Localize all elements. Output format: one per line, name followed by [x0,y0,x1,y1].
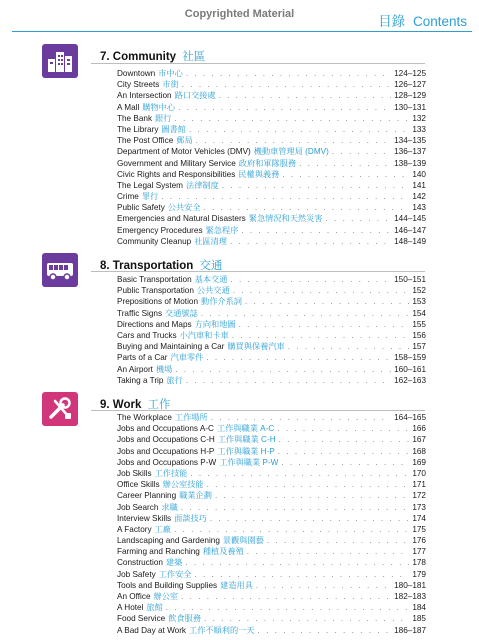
entry-title: Parts of a Car [117,353,168,363]
entry-page-range: 164–165 [394,413,426,422]
entry-title-zh: 圖書館 [161,124,186,134]
entry-page-range: 143 [412,203,426,213]
dot-leader [185,557,409,568]
entry-title: Emergency Procedures [117,225,203,235]
section-title-en: Community [112,51,177,63]
entry-title: Public Safety [117,203,165,213]
entry-title-zh: 求職 [161,502,178,512]
section-title-zh: 交通 [199,260,223,272]
entry-title: Cars and Trucks [117,330,177,340]
entry-title: Civic Rights and Responsibilities [117,169,236,179]
entry-title-zh: 緊急情況和天然災害 [248,214,323,224]
entry-page-range: 170 [412,468,426,478]
entry-page-range: 171 [412,480,426,490]
toc-entry[interactable] [117,535,426,546]
dot-leader [267,535,409,546]
entry-title-zh: 銀行 [155,113,172,123]
entry-title: Interview Skills [117,513,172,523]
toc-entry[interactable] [117,308,426,319]
entry-page-range: 146–147 [394,225,426,235]
entry-page-range: 185 [412,614,426,624]
entry-page-range: 128–129 [394,91,426,101]
toc-entry[interactable] [117,90,426,101]
entry-title-zh: 面談技巧 [174,513,207,523]
entry-page-range: 160–161 [394,364,426,374]
dot-leader [239,319,410,330]
dot-leader [277,423,409,434]
toc-entry[interactable] [117,569,426,580]
toc-entry[interactable] [117,102,426,113]
entry-page-range: 180–181 [394,580,426,590]
entry-title: Farming and Ranching [117,547,200,557]
dot-leader [181,591,391,602]
dot-leader [186,68,391,79]
copyright-notice: Copyrighted Material [184,8,295,20]
entry-title: A Mall [117,102,140,112]
entry-title: Construction [117,558,163,568]
entry-title-zh: 政府和軍隊服務 [238,158,297,168]
section-title-zh: 工作 [147,399,171,411]
toc-entry[interactable] [117,375,426,386]
toc-entry[interactable] [117,613,426,624]
entry-list [117,68,426,247]
dot-leader [215,490,409,501]
entry-title: Job Safety [117,569,156,579]
entry-page-range: 168 [412,446,426,456]
toc-entry[interactable] [117,225,426,236]
section-number: 8. [100,260,110,272]
dot-leader [288,341,410,352]
entry-title: Job Skills [117,468,152,478]
entry-title: Career Planning [117,491,177,501]
toc-entry[interactable] [117,124,426,135]
section-divider [91,271,425,272]
toc-entry[interactable] [117,285,426,296]
entry-title: Jobs and Occupations P-W [117,457,217,467]
entry-page-range: 157 [412,342,426,352]
dot-leader [247,546,410,557]
entry-list [117,412,426,636]
entry-list [117,274,426,386]
entry-title-zh: 路口交接處 [174,91,216,101]
entry-page-range: 136–137 [394,147,426,157]
entry-title-zh: 工作與職業 C-H [217,435,276,445]
entry-title: Government and Military Service [117,158,236,168]
entry-title: Office Skills [117,480,160,490]
entry-title-zh: 旅行 [166,375,183,385]
entry-title-zh: 小汽車和卡車 [179,330,229,340]
dot-leader [241,225,391,236]
toc-entry[interactable] [117,202,426,213]
entry-title-zh: 工作安全 [158,569,192,579]
toc-entry[interactable] [117,412,426,423]
entry-page-range: 144–145 [394,214,426,224]
entry-title-zh: 種植及養殖 [202,547,244,557]
entry-page-range: 172 [412,491,426,501]
entry-title-zh: 辦公室技能 [162,480,204,490]
toc-entry[interactable] [117,580,426,591]
dot-leader [204,202,410,213]
toc-entry[interactable] [117,625,426,636]
entry-title: The Post Office [117,136,174,146]
section-number: 7. [100,51,110,63]
entry-title: Buying and Maintaining a Car [117,342,225,352]
dot-leader [181,502,410,513]
toc-entry[interactable] [117,319,426,330]
entry-page-range: 173 [412,502,426,512]
dot-leader [232,330,410,341]
entry-page-range: 148–149 [394,236,426,246]
entry-title: The Workplace [117,413,172,422]
entry-page-range: 153 [412,297,426,307]
toc-entry[interactable] [117,180,426,191]
section-title-zh: 社區 [182,51,206,63]
entry-title-zh: 工作場所 [174,413,208,422]
entry-title: Landscaping and Gardening [117,536,220,546]
entry-title: A Bad Day at Work [117,625,187,635]
entry-page-range: 142 [412,192,426,202]
dot-leader [178,102,391,113]
dot-leader [196,135,391,146]
entry-page-range: 177 [412,547,426,557]
dot-leader [282,169,409,180]
toc-entry[interactable] [117,135,426,146]
entry-title-zh: 購買與保養汽車 [227,342,285,352]
toc-entry[interactable] [117,68,426,79]
entry-page-range: 162–163 [394,375,426,385]
dot-leader [206,352,391,363]
entry-title: An Office [117,592,151,601]
dot-leader [211,412,391,423]
toc-entry[interactable] [117,236,426,247]
entry-title: Traffic Signs [117,308,163,318]
toc-entry[interactable] [117,468,426,479]
toc-entry[interactable] [117,146,426,157]
toc-entry[interactable] [117,434,426,445]
entry-page-range: 174 [412,513,426,523]
toc-entry[interactable] [117,113,426,124]
toc-entry[interactable] [117,457,426,468]
toc-entry[interactable] [117,513,426,524]
entry-title: Public Transportation [117,286,194,296]
dot-leader [299,158,391,169]
dot-leader [245,296,409,307]
entry-title-zh: 購物中心 [142,102,176,112]
entry-title-zh: 飲食服務 [168,614,202,624]
entry-page-range: 138–139 [394,158,426,168]
toc-entry[interactable] [117,557,426,568]
dot-leader [258,625,392,636]
entry-page-range: 176 [412,536,426,546]
entry-page-range: 141 [412,180,426,190]
entry-page-range: 150–151 [394,275,426,284]
entry-page-range: 158–159 [394,353,426,363]
dot-leader [230,274,391,285]
entry-title: Jobs and Occupations C-H [117,435,215,445]
entry-title: A Factory [117,524,152,534]
section-title [100,48,205,64]
entry-page-range: 132 [412,113,426,123]
entry-page-range: 166 [412,424,426,434]
dot-leader [194,569,409,580]
dot-leader [207,479,410,490]
toc-entry[interactable] [117,158,426,169]
toc-entry[interactable] [117,169,426,180]
bus-icon [42,253,78,287]
entry-title: City Streets [117,80,160,90]
dot-leader [182,79,391,90]
entry-page-range: 175 [412,524,426,534]
toc-entry[interactable] [117,524,426,535]
entry-title-zh: 交通號誌 [165,308,198,318]
toc-entry[interactable] [117,423,426,434]
section-number: 9. [100,399,110,411]
entry-page-range: 156 [412,330,426,340]
entry-page-range: 152 [412,286,426,296]
toc-entry[interactable] [117,364,426,375]
header-divider [12,31,472,32]
entry-title-zh: 機場 [155,364,173,374]
entry-page-range: 186–187 [394,625,426,635]
entry-title: Community Cleanup [117,236,192,246]
dot-leader [233,285,410,296]
dot-leader [256,580,391,591]
entry-title: A Hotel [117,603,144,613]
dot-leader [190,468,409,479]
entry-title-zh: 辦公室 [153,592,179,601]
entry-title-zh: 動作介系詞 [201,297,242,307]
entry-title-zh: 公共交通 [196,286,230,296]
dot-leader [166,602,410,613]
dot-leader [204,613,409,624]
entry-title: Downtown [117,69,156,78]
entry-title-zh: 工作與職業 P-W [219,457,279,467]
dot-leader [230,236,391,247]
section-title-en: Work [112,399,142,411]
entry-page-range: 178 [412,558,426,568]
toc-entry[interactable] [117,591,426,602]
dot-leader [201,308,410,319]
dot-leader [278,446,410,457]
entry-title-zh: 緊急程序 [205,225,239,235]
entry-title-zh: 社區清理 [194,236,227,246]
toc-entry[interactable] [117,341,426,352]
entry-title-zh: 機動車管理局 (DMV) [253,147,329,157]
entry-page-range: 179 [412,569,426,579]
dot-leader [279,434,410,445]
dot-leader [332,146,391,157]
entry-title-zh: 市街 [162,80,179,90]
entry-title: Job Search [117,502,159,512]
toc-entry[interactable] [117,602,426,613]
toc-entry[interactable] [117,213,426,224]
entry-title-zh: 旅館 [146,603,163,613]
toc-entry[interactable] [117,274,426,285]
dot-leader [281,457,409,468]
entry-page-range: 140 [412,169,426,179]
entry-title-zh: 罪行 [141,192,159,202]
entry-title-zh: 公共安全 [167,203,201,213]
entry-page-range: 167 [412,435,426,445]
entry-title: Jobs and Occupations A-C [117,424,214,434]
dot-leader [161,191,409,202]
entry-title: The Library [117,124,159,134]
entry-title: Crime [117,192,139,202]
entry-page-range: 124–125 [394,69,426,78]
entry-page-range: 155 [412,319,426,329]
entry-title-zh: 職業企劃 [179,491,212,501]
dot-leader [219,90,392,101]
entry-title-zh: 基本交通 [194,275,228,284]
entry-title: Directions and Maps [117,319,192,329]
dot-leader [222,180,410,191]
dot-leader [210,513,409,524]
entry-title: Food Service [117,614,166,624]
entry-title: Emergencies and Natural Disasters [117,214,246,224]
entry-title-zh: 工作與職業 A-C [216,424,275,434]
entry-page-range: 133 [412,124,426,134]
toc-entry[interactable] [117,296,426,307]
entry-title: Taking a Trip [117,375,164,385]
entry-title-zh: 法律制度 [186,180,219,190]
section-divider [91,410,425,411]
entry-title-zh: 方向和地圖 [194,319,236,329]
section-title-en: Transportation [112,260,194,272]
toc-entry[interactable] [117,446,426,457]
toc-entry[interactable] [117,330,426,341]
entry-title-zh: 民權與義務 [238,169,280,179]
entry-title-zh: 工作不順利的一天 [189,625,255,635]
toc-entry[interactable] [117,546,426,557]
entry-title-zh: 建造用具 [220,580,253,590]
community-buildings-icon [42,44,78,78]
entry-title-zh: 郵局 [176,136,193,146]
entry-title: The Bank [117,113,153,123]
toc-entry[interactable] [117,79,426,90]
contents-heading [378,10,467,30]
dot-leader [174,113,409,124]
entry-page-range: 169 [412,457,426,467]
contents-heading-en: Contents [412,14,467,29]
entry-title: Basic Transportation [117,275,192,284]
section-divider [91,63,425,64]
toc-entry[interactable] [117,502,426,513]
entry-title: An Airport [117,364,153,374]
entry-title-zh: 建築 [165,558,183,568]
toc-entry[interactable] [117,352,426,363]
contents-heading-zh: 目錄 [378,14,406,29]
toc-entry[interactable] [117,490,426,501]
entry-title-zh: 汽車零件 [170,353,204,363]
entry-title: An Intersection [117,91,172,101]
toc-entry[interactable] [117,479,426,490]
dot-leader [186,375,391,386]
entry-title-zh: 工作與職業 H-P [217,446,275,456]
entry-page-range: 154 [412,308,426,318]
entry-page-range: 182–183 [394,592,426,601]
dot-leader [175,364,391,375]
entry-page-range: 126–127 [394,80,426,90]
entry-title: Jobs and Occupations H-P [117,446,215,456]
entry-page-range: 130–131 [394,102,426,112]
tools-icon [42,392,78,426]
entry-page-range: 184 [412,603,426,613]
entry-page-range: 134–135 [394,136,426,146]
entry-title: Prepositions of Motion [117,297,199,307]
entry-title: Department of Motor Vehicles (DMV) [117,147,251,157]
entry-title-zh: 工作技能 [154,468,188,478]
entry-title-zh: 市中心 [158,69,183,78]
entry-title-zh: 工廠 [154,524,171,534]
toc-entry[interactable] [117,191,426,202]
dot-leader [174,524,409,535]
entry-title-zh: 景觀與園藝 [222,536,264,546]
entry-title: The Legal System [117,180,183,190]
dot-leader [189,124,409,135]
dot-leader [325,213,391,224]
entry-title: Tools and Building Supplies [117,580,218,590]
